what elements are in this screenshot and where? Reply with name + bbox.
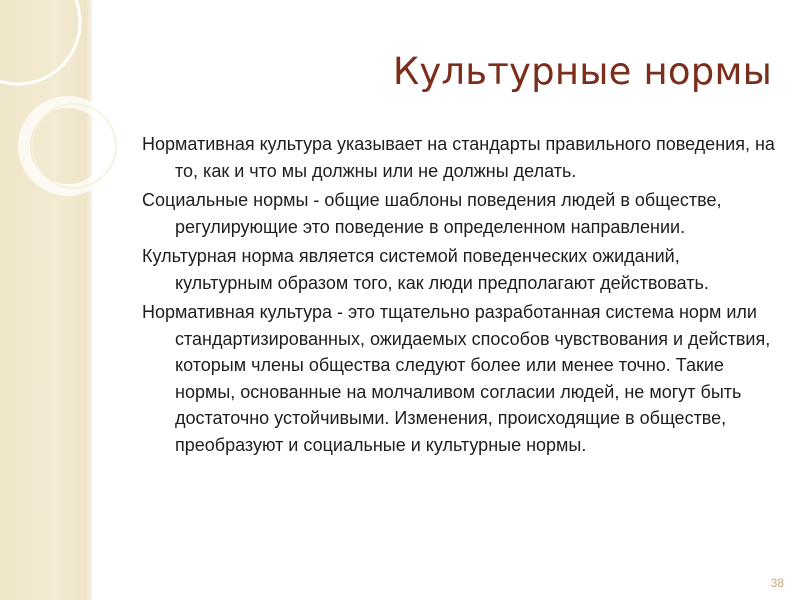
decorative-ring-large [0, 0, 80, 84]
decorative-ring-thin [32, 104, 116, 188]
decorative-ring-thick [24, 102, 112, 190]
slide-title: Культурные нормы [392, 50, 772, 93]
paragraph: Культурная норма является системой поведенческих ожиданий, культурным образом того, как люди предполагают действовать. [142, 246, 709, 293]
page-number: 38 [770, 576, 784, 590]
paragraph: Нормативная культура указывает на стандарты правильного поведения, на то, как и что мы должны или не должны делать. [142, 134, 775, 181]
body-text [142, 131, 780, 461]
paragraph: Нормативная культура - это тщательно разработанная система норм или стандартизированных, ожидаемых способов чувствования и действия, которым члены общества следуют более или менее точно. Такие нормы, основанные на молчаливом согласии людей, не могут быть достаточно устойчивыми. Изменения, происходящие в обществе, преобразуют и социальные и культурные нормы. [142, 302, 771, 455]
paragraph: Социальные нормы - общие шаблоны поведения людей в обществе, регулирующие это поведение в определенном направлении. [142, 190, 722, 237]
